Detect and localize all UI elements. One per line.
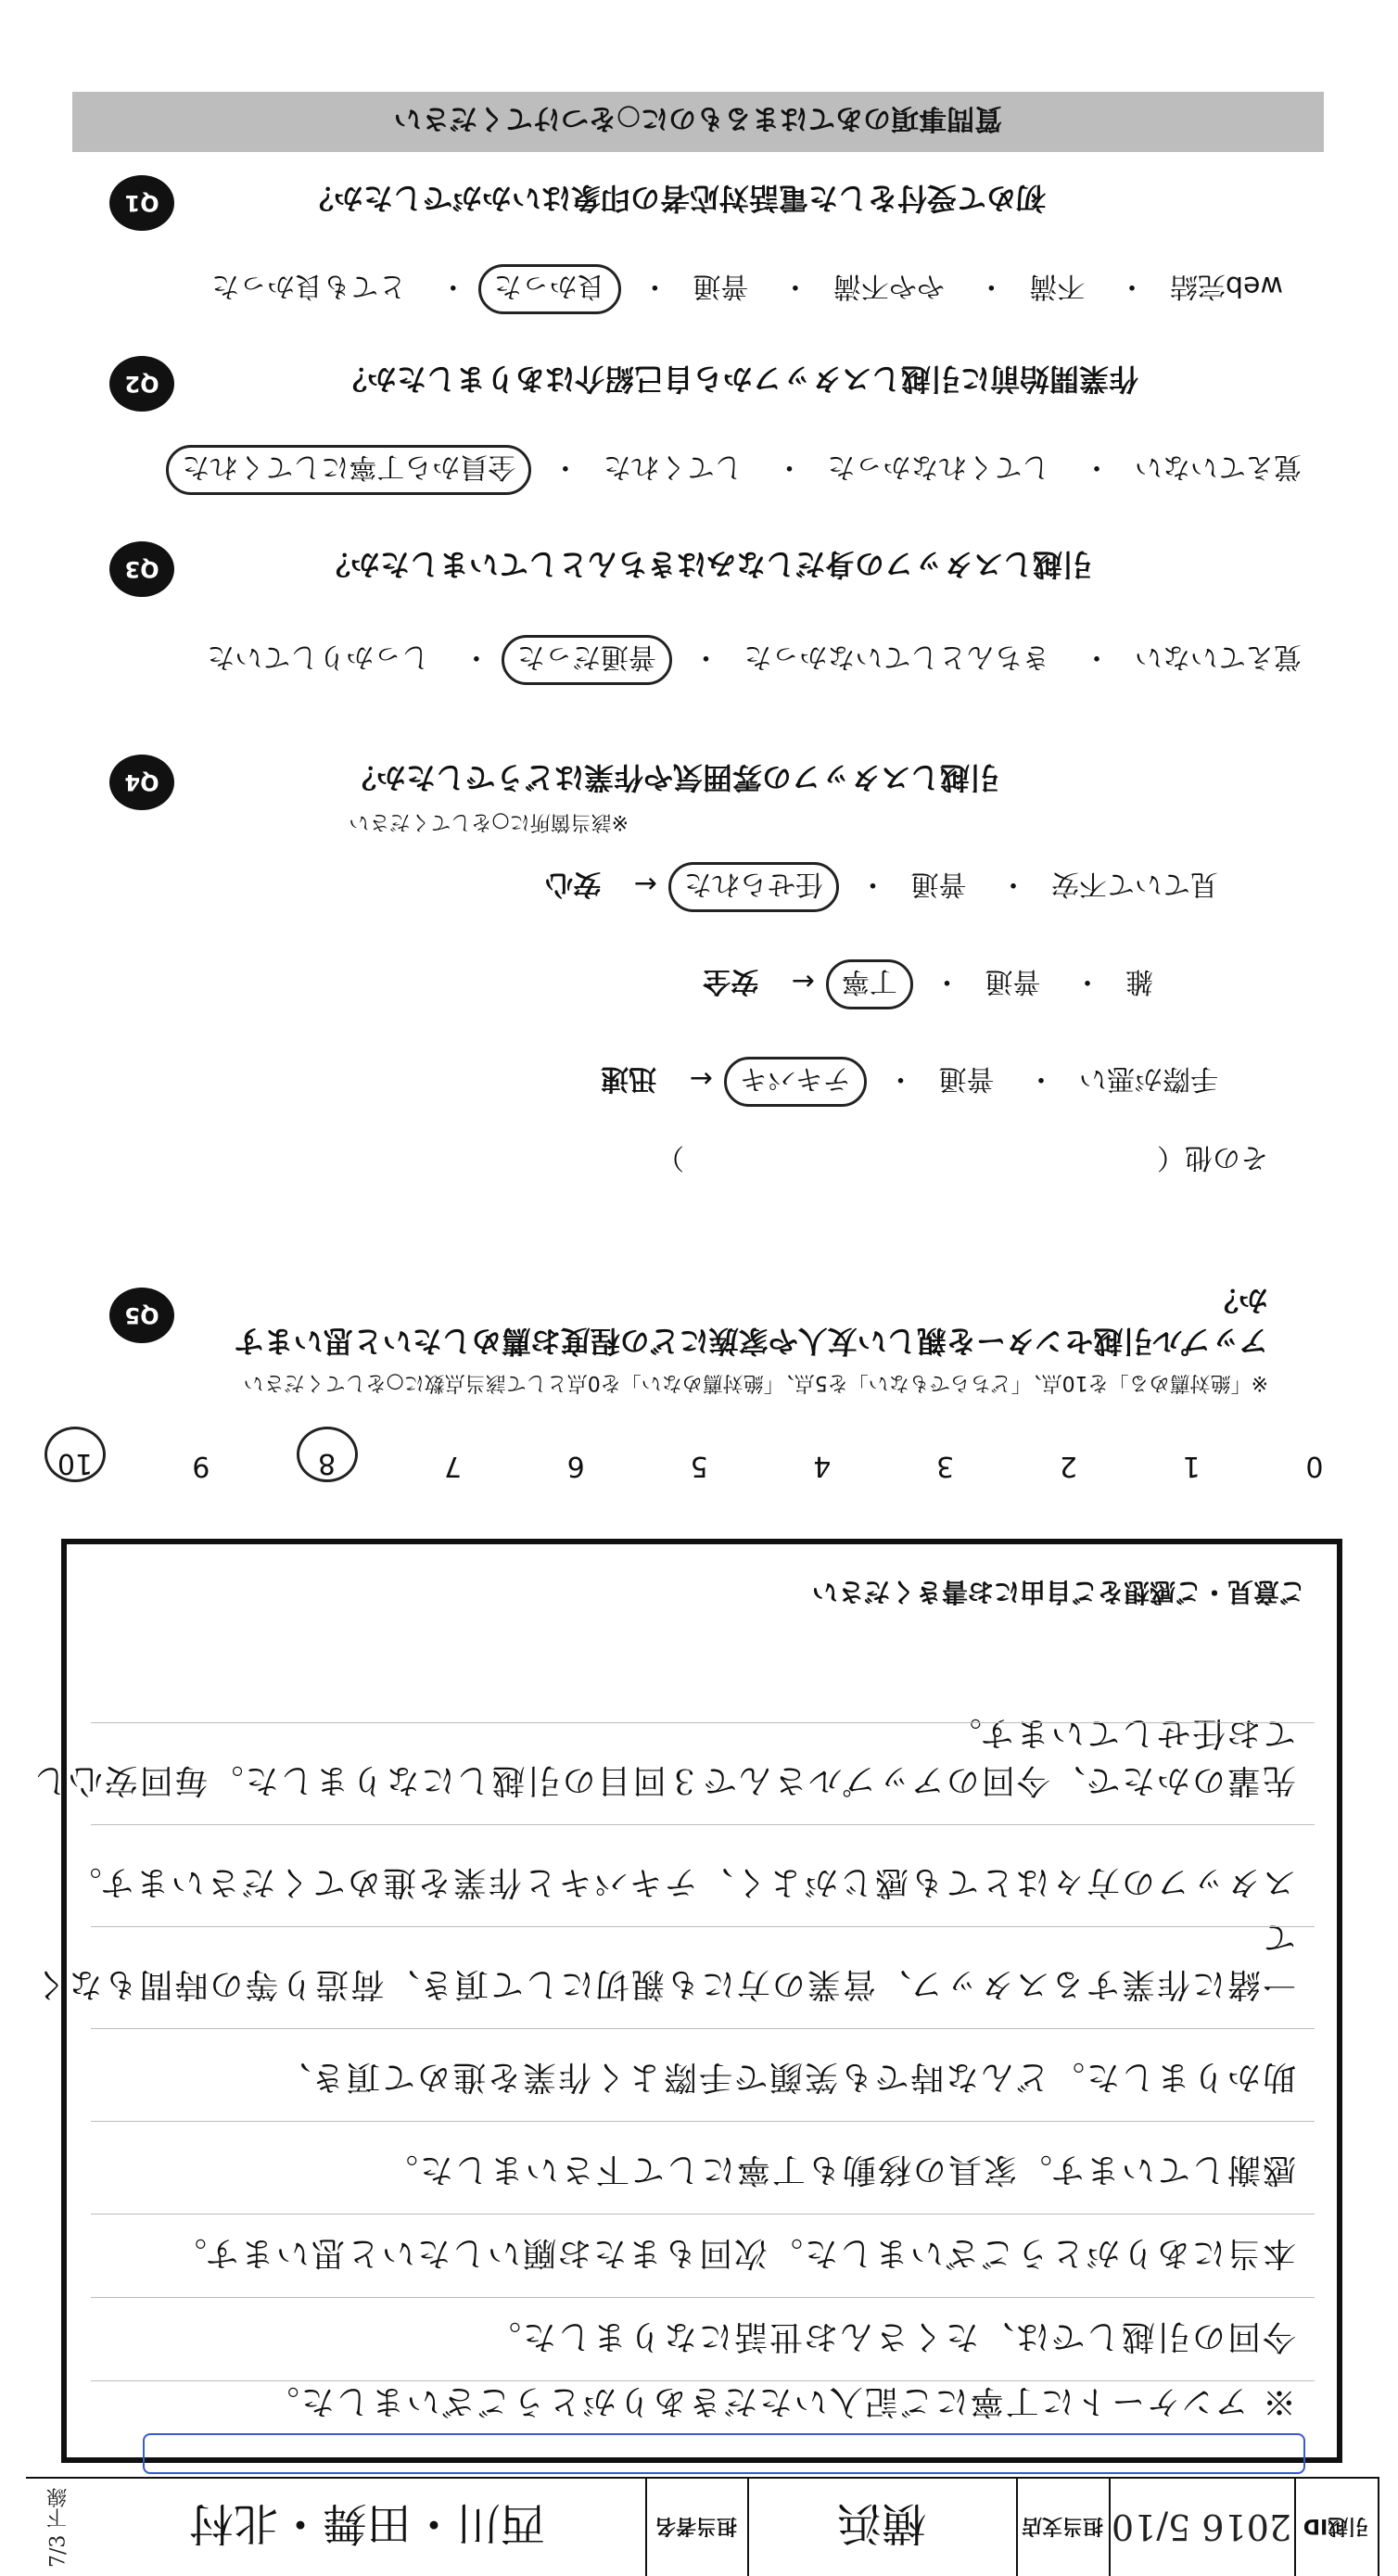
scale-5[interactable]: 5	[690, 1450, 708, 1482]
q3-badge: Q3	[109, 541, 174, 597]
q3-option-1[interactable]: しっかりしていた	[207, 641, 430, 673]
staff-value-cell	[89, 2479, 647, 2576]
q4-safety-option-2[interactable]: 普通	[985, 965, 1041, 997]
q4-row-relief: 見ていて不安・ 普通・ 任せられた← 安心	[532, 862, 1231, 912]
q1-option-1[interactable]: とても良かった	[211, 270, 407, 302]
q1-option-5[interactable]: 不満	[1029, 270, 1086, 302]
q2-option-3[interactable]: してくれなかった	[827, 450, 1050, 483]
scale-10-circled[interactable]: 10	[44, 1427, 106, 1482]
q4-relief-option-2[interactable]: 普通	[910, 868, 967, 900]
scale-7[interactable]: 7	[443, 1450, 462, 1482]
q4-speed-label: 迅速	[601, 1062, 657, 1095]
q4-note: ※該当箇所に○をしてください	[349, 810, 629, 833]
q1-options: web完結・ 不満・ やや不満・ 普通・ 良かった・ とても良かった	[198, 264, 1296, 314]
q3-option-3[interactable]: きちんとしていなかった	[743, 641, 1050, 673]
staff-label-cell	[645, 2479, 749, 2576]
q4-row-speed: 手際が悪い・ 普通・ テキパキ← 迅速	[588, 1057, 1231, 1107]
comment-line-6: 本当にありがとうございました。次回もまたお願いしたいと思います。	[171, 2234, 1296, 2272]
q1-option-3[interactable]: 普通	[693, 270, 749, 302]
scale-6[interactable]: 6	[566, 1450, 585, 1482]
q4-title: 引越しスタッフの雰囲気や作業はどうでしたか？	[346, 760, 999, 795]
q4-relief-label: 安心	[545, 868, 602, 900]
branch-label-cell	[1016, 2479, 1111, 2576]
comment-line-8: ※ アンケートに丁寧にご記入いただきありがとうございました。	[263, 2382, 1296, 2420]
q4-relief-option-1-selected[interactable]: 任せられた	[668, 862, 839, 912]
q5-title: アップル引越センターを親しい友人や家族にどの程度お薦めしたいと思いますか？	[234, 1283, 1268, 1359]
ruled-line	[91, 2028, 1315, 2029]
scale-4[interactable]: 4	[813, 1450, 832, 1482]
q4-speed-option-3[interactable]: 手際が悪い	[1079, 1062, 1218, 1095]
q4-safety-option-3[interactable]: 雑	[1125, 965, 1153, 997]
q1-option-2-selected[interactable]: 良かった	[478, 264, 621, 314]
ruled-line	[91, 2297, 1315, 2298]
scale-8-circled[interactable]: 8	[297, 1427, 358, 1482]
q4-other[interactable]: その他（ ）	[656, 1141, 1268, 1174]
id-label-cell	[1294, 2479, 1379, 2576]
side-note-cell	[26, 2479, 91, 2576]
q5-scale	[44, 1427, 1342, 1482]
header-row	[26, 2477, 1379, 2576]
q2-title: 作業開始前に引越しスタッフから自己紹介はありましたか？	[337, 362, 1138, 397]
scale-0[interactable]: 0	[1305, 1450, 1324, 1482]
comment-line-7: 今回の引越しでは、たくさんお世話になりました。	[485, 2317, 1296, 2355]
ruled-line	[91, 1722, 1315, 1723]
side-note: 7/3 下線	[46, 2487, 70, 2568]
q2-option-4[interactable]: 覚えていない	[1135, 450, 1302, 483]
q4-safety-option-1-selected[interactable]: 丁寧	[826, 959, 913, 1009]
ruled-line	[91, 2121, 1315, 2122]
staff-value: 西川・田舞・北村	[189, 2497, 546, 2549]
ruled-line	[91, 1926, 1315, 1927]
scale-1[interactable]: 1	[1182, 1450, 1201, 1482]
q1-option-6[interactable]: web完結	[1169, 270, 1283, 302]
q3-title: 引越しスタッフの身だしなみはきちんとしていましたか？	[320, 547, 1092, 582]
q1-badge: Q1	[109, 175, 174, 231]
q4-speed-option-2[interactable]: 普通	[938, 1062, 995, 1095]
scale-9[interactable]: 9	[192, 1450, 210, 1482]
q2-option-1-selected[interactable]: 全員から丁寧にしてくれた	[166, 445, 531, 495]
id-value: 2016 5/10	[1111, 2506, 1292, 2548]
q5-badge: Q5	[109, 1288, 174, 1343]
q3-options: 覚えていない・ きちんとしていなかった・ 普通だった・ しっかりしていた	[194, 635, 1315, 685]
q4-badge: Q4	[109, 755, 174, 810]
id-label: 引越ID	[1303, 2514, 1369, 2537]
ruled-line	[91, 2380, 1315, 2381]
q2-options: 覚えていない・ してくれなかった・ してくれた・ 全員から丁寧にしてくれた	[166, 445, 1315, 495]
comment-title: ご意見・ご感想をご自由にお書きください	[811, 1577, 1305, 1607]
scale-3[interactable]: 3	[936, 1450, 955, 1482]
branch-value-cell	[747, 2479, 1018, 2576]
staff-label: 担当者名	[655, 2514, 738, 2537]
q2-badge: Q2	[109, 356, 174, 412]
q4-safety-label: 安全	[703, 965, 759, 997]
ruled-line	[91, 1824, 1315, 1825]
comment-line-3: 一緒に作業するスタッフ、営業の方にも親切にして頂き、荷造り等の時間もなくて	[32, 1918, 1296, 2003]
scale-2[interactable]: 2	[1059, 1450, 1077, 1482]
q3-option-2-selected[interactable]: 普通だった	[502, 635, 672, 685]
q3-option-4[interactable]: 覚えていない	[1135, 641, 1302, 673]
q4-speed-option-1-selected[interactable]: テキパキ	[724, 1057, 867, 1107]
q5-note: ※「絶対薦める」を10点、「どちらでもない」を5点、「絶対薦めない」を0点として該当点数に○をしてください	[243, 1371, 1268, 1394]
comment-line-5: 感謝しています。家具の移動も丁寧にして下さいました。	[382, 2151, 1296, 2189]
comment-line-4: 助かりました。どんな時でも笑顔で手際よく作業を進めて頂き、	[275, 2058, 1296, 2096]
blue-underline	[143, 2433, 1305, 2474]
comment-line-1: 先輩のかたで、今回のアップルさんで３回目の引越しになりました。毎回安心してお任せしています。	[32, 1714, 1296, 1799]
comment-line-2: スタッフの方々はとても感じがよく、テキパキと作業を進めてくださいます。	[66, 1863, 1296, 1901]
q4-relief-option-3[interactable]: 見ていて不安	[1051, 868, 1218, 900]
instruction-banner: 質問事項のあてはまるものに○をつけてください	[72, 92, 1324, 152]
q1-option-4[interactable]: やや不満	[832, 270, 945, 302]
branch-label: 担当支店	[1022, 2514, 1104, 2537]
q2-option-2[interactable]: してくれた	[603, 450, 743, 483]
id-value-cell	[1109, 2479, 1296, 2576]
branch-value: 横浜	[837, 2497, 927, 2549]
q1-title: 初めて受付をした電話対応者の印象はいかがでしたか？	[303, 181, 1046, 216]
q4-row-safety: 雑・ 普通・ 丁寧← 安全	[690, 959, 1166, 1009]
